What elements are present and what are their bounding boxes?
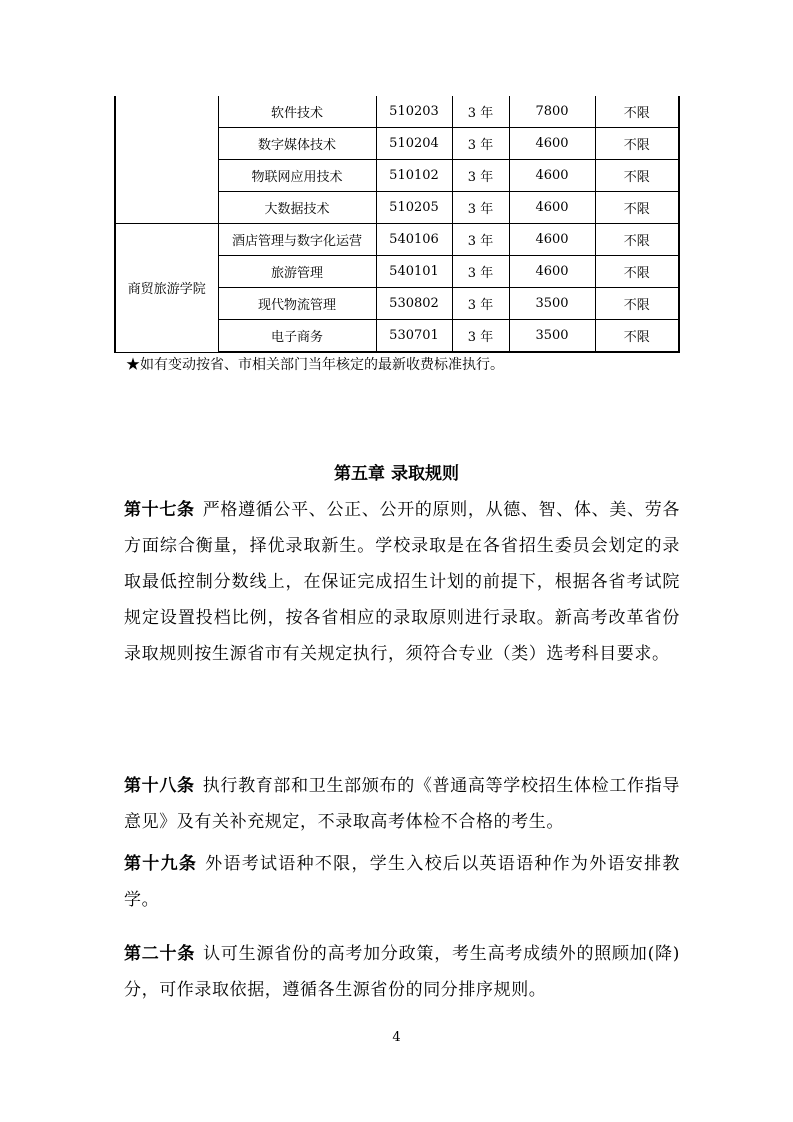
major-cell: 物联网应用技术 [218,160,376,192]
fee-cell: 3500 [509,288,595,320]
article-20 [124,936,680,1008]
years-cell: 3 年 [452,288,509,320]
code-cell: 530802 [376,288,452,320]
fee-note: ★如有变动按省、市相关部门当年核定的最新收费标准执行。 [126,357,504,373]
table-row [115,224,679,256]
major-cell: 酒店管理与数字化运营 [218,224,376,256]
article-label: 第十七条 [124,500,195,520]
limit-cell: 不限 [595,128,679,160]
major-cell: 数字媒体技术 [218,128,376,160]
limit-cell: 不限 [595,160,679,192]
article-19 [124,846,680,918]
years-cell: 3 年 [452,256,509,288]
article-label: 第十八条 [124,776,195,796]
code-cell: 510204 [376,128,452,160]
years-cell: 3 年 [452,160,509,192]
code-cell: 540106 [376,224,452,256]
college-cell [115,96,218,224]
table-row [115,96,679,128]
code-cell: 510203 [376,96,452,128]
chapter-title: 第五章 录取规则 [334,464,459,484]
article-text: 执行教育部和卫生部颁布的《普通高等学校招生体检工作指导意见》及有关补充规定，不录取高考体检不合格的考生。 [124,776,680,832]
major-cell: 电子商务 [218,320,376,353]
college-cell: 商贸旅游学院 [115,224,218,353]
article-18 [124,768,680,840]
fee-cell: 4600 [509,160,595,192]
years-cell: 3 年 [452,320,509,353]
fee-cell: 4600 [509,224,595,256]
limit-cell: 不限 [595,288,679,320]
code-cell: 510205 [376,192,452,224]
code-cell: 510102 [376,160,452,192]
years-cell: 3 年 [452,192,509,224]
major-cell: 软件技术 [218,96,376,128]
major-cell: 现代物流管理 [218,288,376,320]
limit-cell: 不限 [595,224,679,256]
fee-cell: 4600 [509,256,595,288]
article-label: 第二十条 [124,944,196,964]
major-cell: 大数据技术 [218,192,376,224]
article-text: 认可生源省份的高考加分政策，考生高考成绩外的照顾加(降)分，可作录取依据，遵循各生源省份的同分排序规则。 [124,944,680,1000]
major-cell: 旅游管理 [218,256,376,288]
page-number: 4 [392,1030,401,1045]
article-text: 外语考试语种不限，学生入校后以英语语种作为外语安排教学。 [124,854,680,910]
fee-cell: 7800 [509,96,595,128]
fee-table [114,96,680,353]
fee-cell: 4600 [509,128,595,160]
article-17 [124,492,680,672]
fee-cell: 3500 [509,320,595,353]
code-cell: 530701 [376,320,452,353]
years-cell: 3 年 [452,128,509,160]
years-cell: 3 年 [452,224,509,256]
years-cell: 3 年 [452,96,509,128]
limit-cell: 不限 [595,192,679,224]
article-text: 严格遵循公平、公正、公开的原则，从德、智、体、美、劳各方面综合衡量，择优录取新生。学校录取是在各省招生委员会划定的录取最低控制分数线上，在保证完成招生计划的前提下，根据各省考试院规定设置投档比例，按各省相应的录取原则进行录取。新高考改革省份录取规则按生源省市有关规定执行，须符合专业（类）选考科目要求。 [124,500,680,664]
article-label: 第十九条 [124,854,198,874]
limit-cell: 不限 [595,256,679,288]
code-cell: 540101 [376,256,452,288]
limit-cell: 不限 [595,96,679,128]
fee-cell: 4600 [509,192,595,224]
limit-cell: 不限 [595,320,679,353]
